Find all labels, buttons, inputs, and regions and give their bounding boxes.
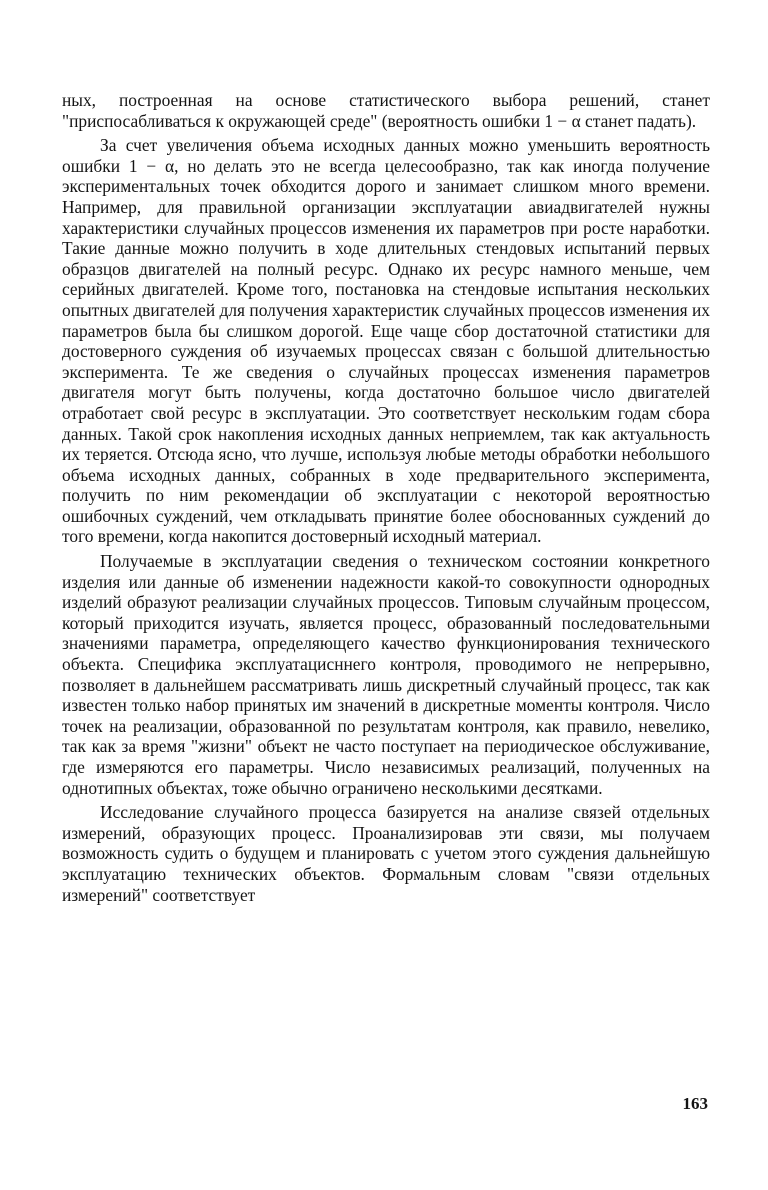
page-number: 163 bbox=[682, 1094, 708, 1113]
paragraph-2: За счет увеличения объема исходных данных можно уменьшить вероятность ошибки 1 − α, но делать это не всегда целесообразно, так как иногда получение экспериментальных точек обходится дорого и занимает слишком много времени. Например, для правильной организации эксплуатации авиадвигателей нужны характеристики случайных процессов изменения их параметров при росте наработки. Такие данные можно получить в ходе длительных стендовых испытаний первых образцов двигателей на полный ресурс. Однако их ресурс намного меньше, чем серийных двигателей. Кроме того, постановка на стендовые испытания нескольких опытных двигателей для получения характеристик случайных процессов изменения их параметров была бы слишком дорогой. Еще чаще сбор достаточной статистики для достоверного суждения об изучаемых процессах связан с большой длительностью эксперимента. Те же сведения о случайных процессах изменения параметров двигателя могут быть получены, когда достаточно большое число двигателей отработает свой ресурс в эксплуатации. Это соответствует нескольким годам сбора данных. Такой срок накопления исходных данных неприемлем, так как актуальность их теряется. Отсюда ясно, что лучше, используя любые методы обработки небольшого объема исходных данных, собранных в ходе предварительного эксперимента, получить по ним рекомендации об эксплуатации с некоторой вероятностью ошибочных суждений, чем откладывать принятие более обоснованных суждений до того времени, когда накопится достоверный исходный материал. bbox=[62, 135, 710, 547]
paragraph-1: ных, построенная на основе статистического выбора решений, станет "приспосабливаться к окружающей среде" (вероятность ошибки 1 − α станет падать). bbox=[62, 90, 710, 131]
paragraph-4: Исследование случайного процесса базируется на анализе связей отдельных измерений, образующих процесс. Проанализировав эти связи, мы получаем возможность судить о будущем и планировать с учетом этого суждения дальнейшую эксплуатацию технических объектов. Формальным словам "связи отдельных измерений" соответствует bbox=[62, 802, 710, 905]
page-body bbox=[62, 90, 710, 905]
paragraph-3: Получаемые в эксплуатации сведения о техническом состоянии конкретного изделия или данные об изменении надежности какой-то совокупности однородных изделий образуют реализации случайных процессов. Типовым случайным процессом, который приходится изучать, является процесс, образованный последовательными значениями параметра, определяющего качество функционирования технического объекта. Специфика эксплуатацисннего контроля, проводимого не непрерывно, позволяет в дальнейшем рассматривать лишь дискретный случайный процесс, так как известен только набор принятых им значений в дискретные моменты контроля. Число точек на реализации, образованной по результатам контроля, как правило, невелико, так как за время "жизни" объект не часто поступает на периодическое обслуживание, где измеряются его параметры. Число независимых реализаций, полученных на однотипных объектах, тоже обычно ограничено несколькими десятками. bbox=[62, 551, 710, 798]
